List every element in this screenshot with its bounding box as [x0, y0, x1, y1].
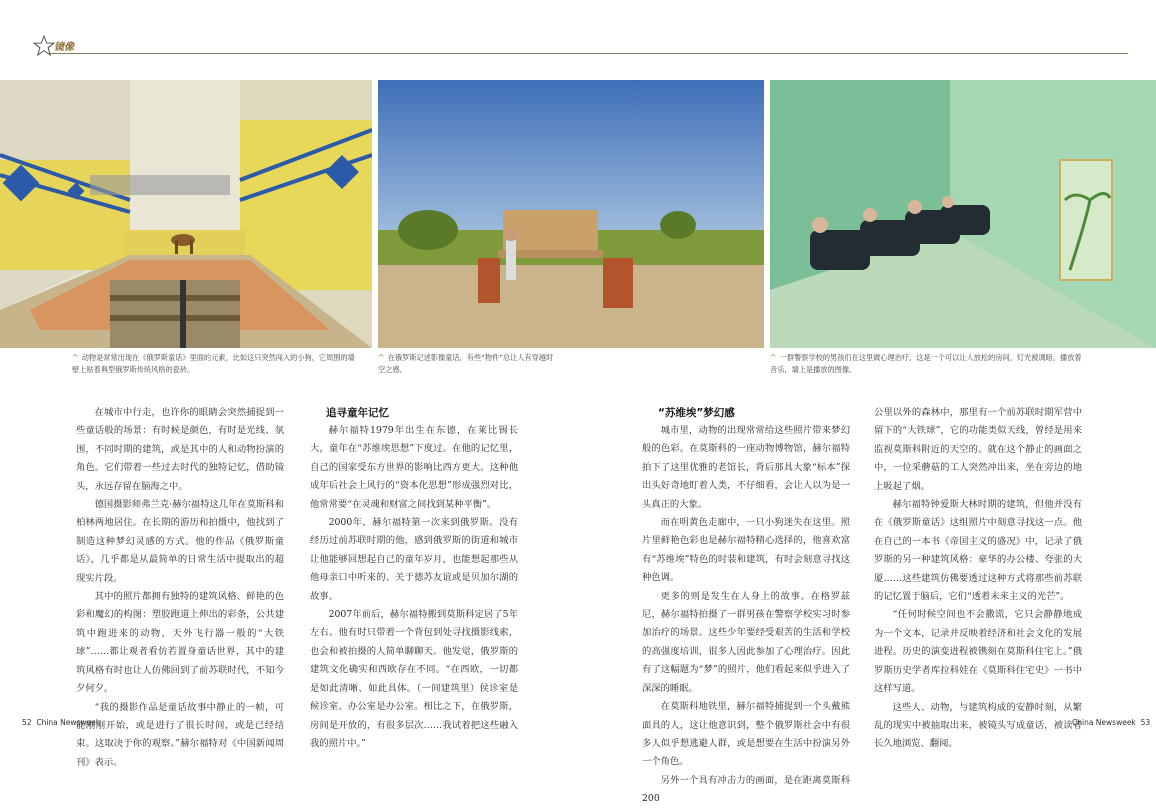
star-outline-icon	[32, 34, 56, 58]
article-column-1	[76, 404, 284, 772]
paragraph: 赫尔福特1979年出生在东德，在莱比锡长大，童年在“苏维埃思想”下度过。在他的记忆里，自己的国家受东方世界的影响比西方更大。这种他成年后社会上风行的“资本化思想”形成强烈对比，他常常要“在灵魂和财富之间找到某种平衡”。	[310, 425, 518, 510]
paragraph: “我的摄影作品是童话故事中静止的一帧，可能刚刚开始，或是进行了很长时间，或是已经结束。这取决于你的观察。”赫尔福特对《中国新闻周刊》表示。	[76, 701, 284, 768]
photo-field-barrels	[378, 80, 764, 348]
paragraph: 更多的则是发生在人身上的故事。在格罗兹尼，赫尔福特拍摄了一群男孩在警察学校实习时参加治疗的场景。这些少年要经受艰苦的生活和学校的高强度培训，很多人因此参加了心理治疗。因此有了这幅题为“梦”的照片，他们看起来似乎进入了深深的睡眠。	[642, 590, 850, 694]
paragraph: 赫尔福特钟爱斯大林时期的建筑，但他并没有在《俄罗斯童话》这组照片中刻意寻找这一点。他在自己的一本书《帝国主义的盛况》中，记录了俄罗斯的另一种建筑风格：豪华的办公楼、夸张的大厦……这些建筑仿佛要透过这种方式将那些前苏联的记忆置于脑后，它们“透着未来主义的光芒”。	[874, 499, 1082, 603]
subheading: 追寻童年记忆	[326, 407, 389, 419]
paragraph: “任何时候空间也不会撒谎，它只会静静地成为一个文本，记录并反映着经济和社会文化的发展进程。历史的演变进程被镌刻在莫斯科住宅上。”俄罗斯历史学者库拉科娃在《莫斯科住宅史》一书中这样写道。	[874, 609, 1082, 695]
page-header	[32, 36, 1128, 58]
magazine-name: China Newsweek	[1072, 718, 1136, 727]
section-label: 镜像	[54, 42, 74, 53]
page-number: 52	[22, 718, 32, 727]
photo-tiled-hall	[0, 80, 372, 348]
paragraph: 2000年，赫尔福特第一次来到俄罗斯。没有经历过前苏联时期的他，感到俄罗斯的街道和城市让他能够回想起自己的童年岁月，也能想起那些从他母亲口中听来的、关于德苏友谊或是贝加尔湖的故事。	[310, 517, 518, 602]
paragraph: 在莫斯科地铁里，赫尔福特捕捉到一个头戴熊面具的人，这让他意识到，整个俄罗斯社会中有很多人似乎想逃避人群，或是想要在生活中扮演另外一个角色。	[642, 701, 850, 768]
paragraph: 公里以外的森林中，那里有一个前苏联时期军营中留下的“大铁球”，它的功能类似天线，曾经是用来监视莫斯科附近的天空的。就在这个静止的画面之中，一位采蘑菇的工人突然冲出来，坐在旁边的地上吸起了烟。	[874, 407, 1082, 492]
caption-2: ^ 在俄罗斯记述影像童话，有些“物件”总让人有穿越时空之感。	[378, 353, 554, 374]
paragraph: 另外一个具有冲击力的画面，是在距离莫斯科200	[642, 774, 850, 805]
caption-1: ^ 动物是常常出现在《俄罗斯童话》里面的元素，比如这只突然闯入的小狗，它周围的墙壁上贴着典型俄罗斯传统风格的瓷砖。	[72, 353, 355, 374]
caption-3: ^ 一群警察学校的男孩们在这里做心理治疗，这是一个可以让人放松的房间，灯光被调暗，播放着音乐，墙上是播放的图像。	[770, 353, 1082, 374]
paragraph: 2007年前后，赫尔福特搬到莫斯科定居了5年左右。他有时只带着一个背包到处寻找摄影线索，也会和被拍摄的人简单聊聊天。他发觉，俄罗斯的建筑文化确实和西欧存在不同。“在西欧，一切都是如此清晰、如此具体。（一间建筑里）侯诊室是候诊室、办公室是办公室。相比之下，在俄罗斯，房间是开放的，有很多层次……我试着把这些融入我的照片中。”	[310, 609, 518, 749]
header-rule	[50, 53, 1128, 54]
magazine-name: China Newsweek	[36, 718, 101, 727]
subheading: “苏维埃”梦幻感	[658, 407, 735, 419]
page-number: 53	[1140, 718, 1151, 727]
paragraph: 城市里，动物的出现常常给这些照片带来梦幻般的色彩。在莫斯科的一座动物博物馆，赫尔福特拍下了这里优雅的老馆长，背后那具大象“标本”探出头好奇地盯着人类，不仔细看，会让人以为是一头真正的大象。	[642, 425, 850, 510]
photo-green-room	[770, 80, 1156, 348]
paragraph: 在城市中行走，也许你的眼睛会突然捕捉到一些童话般的场景：有时候是颜色，有时是光线、氛围，不同时期的建筑，或是其中的人和动物扮演的角色。它们带着一些过去时代的独特记忆，借助镜头，永远存留在脑海之中。	[76, 407, 284, 492]
caret-icon: ^	[378, 353, 385, 362]
footer-left	[22, 718, 100, 727]
paragraph: 其中的照片都拥有独特的建筑风格、鲜艳的色彩和魔幻的构图：塑胶跑道上伸出的彩条，公共建筑中跑进来的动物，天外飞行器一般的“大铁球”……都让观者看仿若置身童话世界，其中的建筑风格有时也让人仿佛回到了前苏联时代，不知今夕何夕。	[76, 591, 284, 695]
footer-right	[1072, 718, 1150, 727]
article-column-3	[642, 404, 850, 809]
paragraph: 德国摄影师弗兰克·赫尔福特这几年在莫斯科和柏林两地居住。在长期的游历和拍摄中，他找到了制造这种梦幻灵感的方式。他的作品《俄罗斯童话》，几乎都是从最简单的日常生活中提取出的超现实片段。	[76, 499, 284, 584]
paragraph: 这些人、动物，与建筑构成的安静时刻，从繁乱的现实中被抽取出来，被镜头写成童话，被读者长久地浏览、翻阅。	[874, 701, 1082, 750]
paragraph: 而在明黄色走廊中，一只小狗迷失在这里。照片里鲜艳色彩也是赫尔福特精心选择的，他喜欢富有“苏维埃”特色的时装和建筑，有时会刻意寻找这种色调。	[642, 517, 850, 584]
article-column-2	[310, 404, 518, 753]
article-column-4	[874, 404, 1082, 754]
caret-icon: ^	[72, 353, 79, 362]
caret-icon: ^	[770, 353, 777, 362]
